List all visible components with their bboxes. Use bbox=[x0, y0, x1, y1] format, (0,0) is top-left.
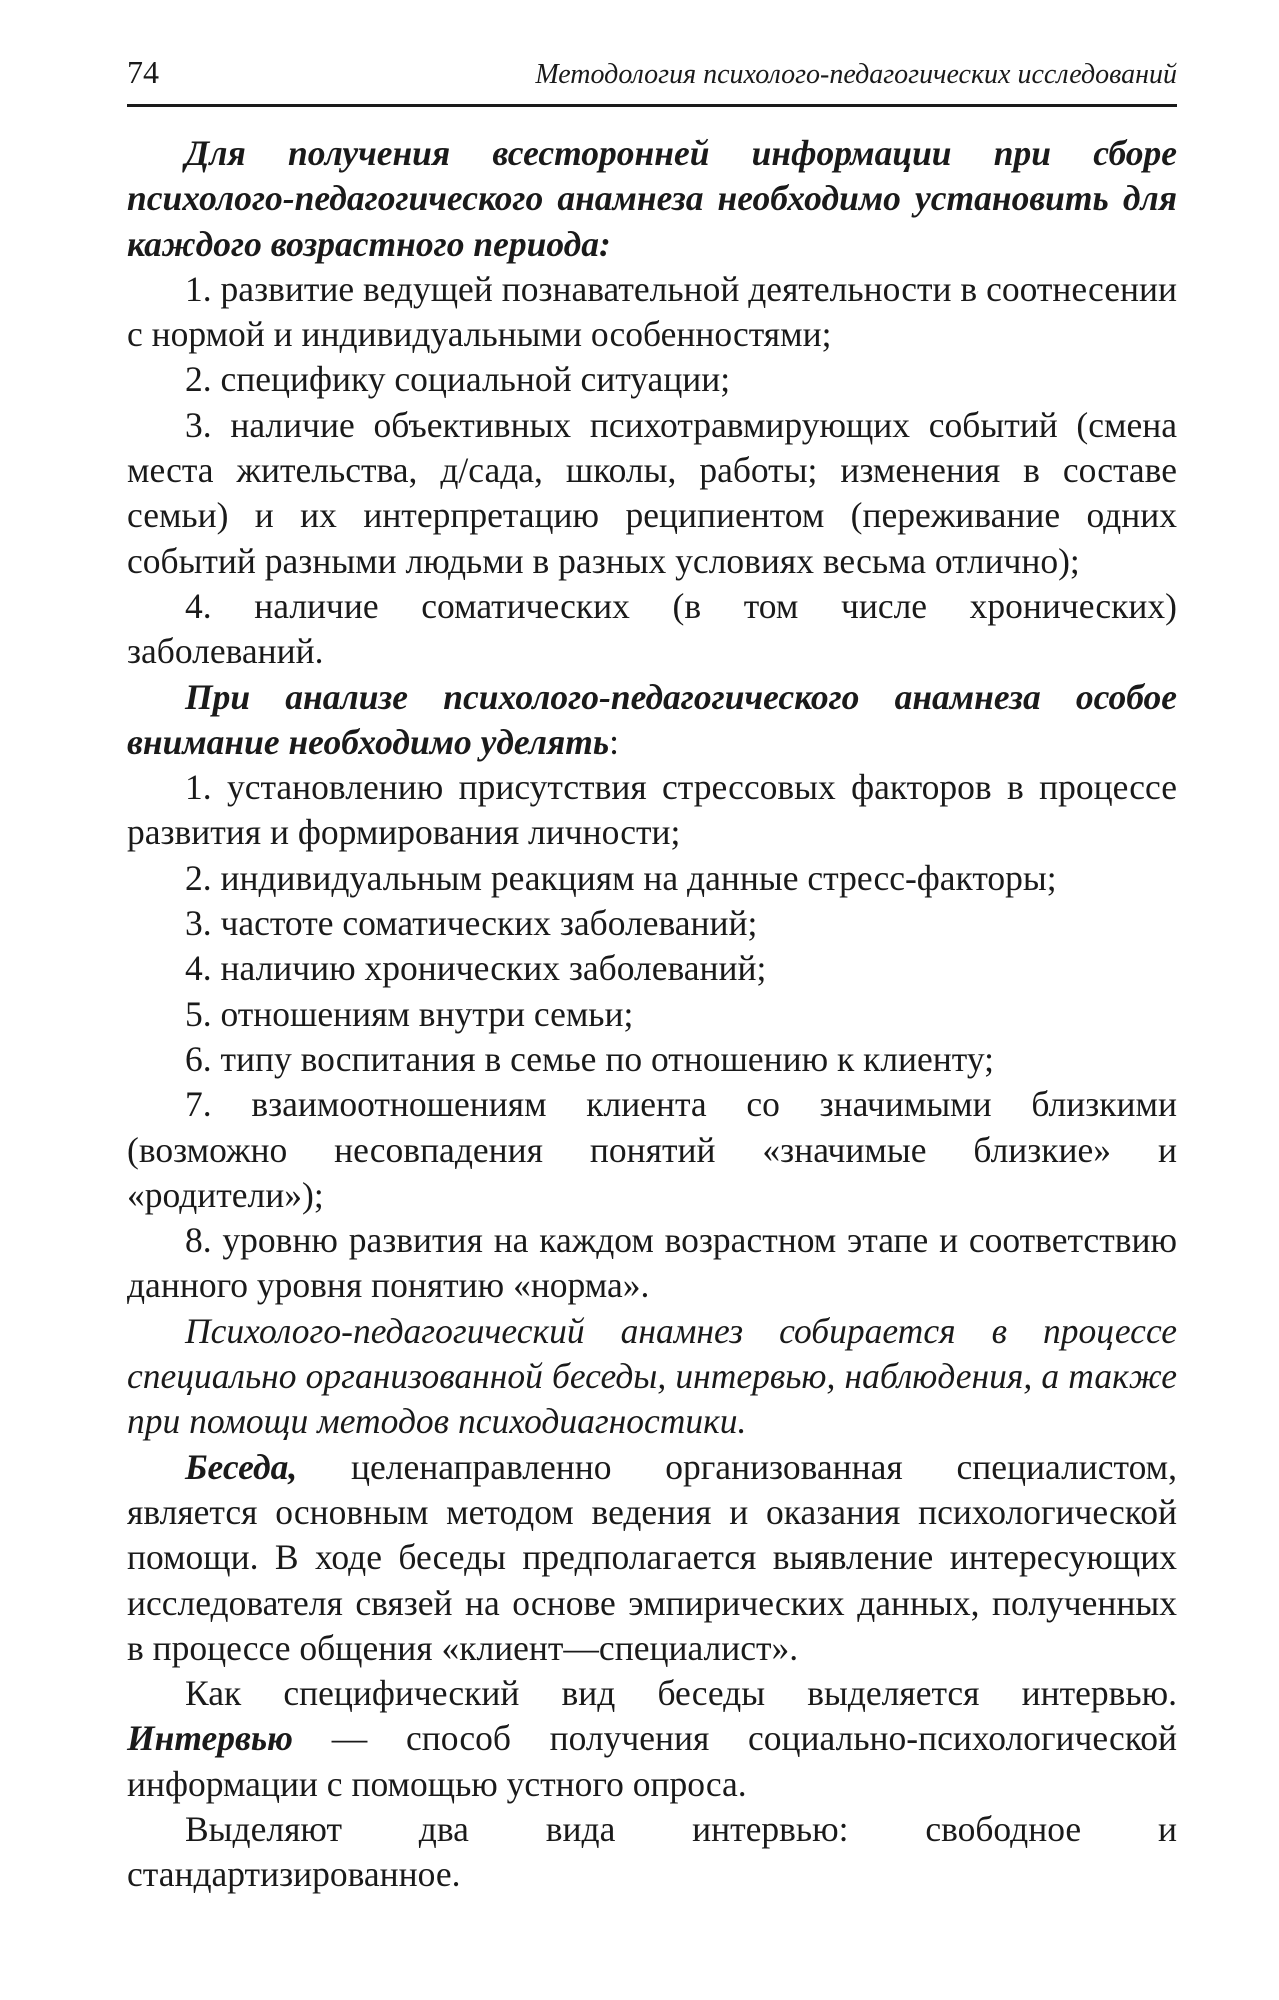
section2-lead: При анализе психолого-педагогического анамнеза особое внимание необходимо уделять bbox=[127, 676, 1177, 762]
section2-item-7: 7. взаимоотношениям клиента со значимыми близкими (возможно несовпадения понятий «значимые близкие» и «родители»); bbox=[127, 1084, 1177, 1215]
conversation-text: целенаправленно организованная специалистом, является основным методом ведения и оказания психологической помощи. В ходе беседы предполагается выявление интересующих исследователя связей на основе эмпирических данных, полученных в процессе общения «клиент—специалист». bbox=[127, 1446, 1177, 1668]
conversation-term: Беседа, bbox=[185, 1446, 298, 1487]
body-text bbox=[127, 131, 1177, 1898]
book-title: Методология психолого-педагогических исследований bbox=[535, 59, 1177, 90]
section2-item-1: 1. установлению присутствия стрессовых факторов в процессе развития и формирования личности; bbox=[127, 767, 1177, 853]
section1-item-3: 3. наличие объективных психотравмирующих событий (смена места жительства, д/сада, школы, работы; изменения в составе семьи) и их интерпретацию реципиентом (переживание одних событий разными людьми в разных условиях весьма отлично); bbox=[127, 404, 1177, 581]
book-page bbox=[127, 52, 1177, 1898]
section2-lead-paragraph bbox=[127, 675, 1177, 766]
section2-item-5: 5. отношениям внутри семьи; bbox=[185, 993, 634, 1034]
interview-paragraph bbox=[127, 1671, 1177, 1807]
section2-lead-colon: : bbox=[609, 721, 620, 762]
section1-item-2: 2. специфику социальной ситуации; bbox=[185, 359, 731, 400]
interview-text-before: Как специфический вид беседы выделяется интервью. bbox=[185, 1673, 1177, 1714]
section2-item-2: 2. индивидуальным реакциям на данные стресс-факторы; bbox=[185, 857, 1057, 898]
interview-text-after: — способ получения социально-психологической информации с помощью устного опроса. bbox=[127, 1718, 1177, 1804]
section2-item-8: 8. уровню развития на каждом возрастном этапе и соответствию данного уровня понятию «норма». bbox=[127, 1220, 1177, 1306]
page-number: 74 bbox=[127, 54, 159, 90]
interview-term: Интервью bbox=[127, 1718, 293, 1759]
conversation-paragraph bbox=[127, 1445, 1177, 1671]
section2-item-4: 4. наличию хронических заболеваний; bbox=[185, 948, 767, 989]
section2-item-3: 3. частоте соматических заболеваний; bbox=[185, 903, 758, 944]
anamnesis-methods-paragraph: Психолого-педагогический анамнез собирается в процессе специально организованной беседы, интервью, наблюдения, а также при помощи методов психодиагностики. bbox=[127, 1310, 1177, 1442]
section1-item-1: 1. развитие ведущей познавательной деятельности в соотнесении с нормой и индивидуальными особенностями; bbox=[127, 268, 1177, 355]
section1-item-4: 4. наличие соматических (в том числе хронических) заболеваний. bbox=[127, 585, 1177, 672]
section1-lead: Для получения всесторонней информации при сборе психолого-педагогического анамнеза необходимо установить для каждого возрастного периода: bbox=[127, 133, 1177, 264]
section2-item-6: 6. типу воспитания в семье по отношению к клиенту; bbox=[185, 1038, 994, 1079]
interview-types-paragraph: Выделяют два вида интервью: свободное и стандартизированное. bbox=[127, 1808, 1177, 1895]
running-head bbox=[127, 52, 1177, 107]
